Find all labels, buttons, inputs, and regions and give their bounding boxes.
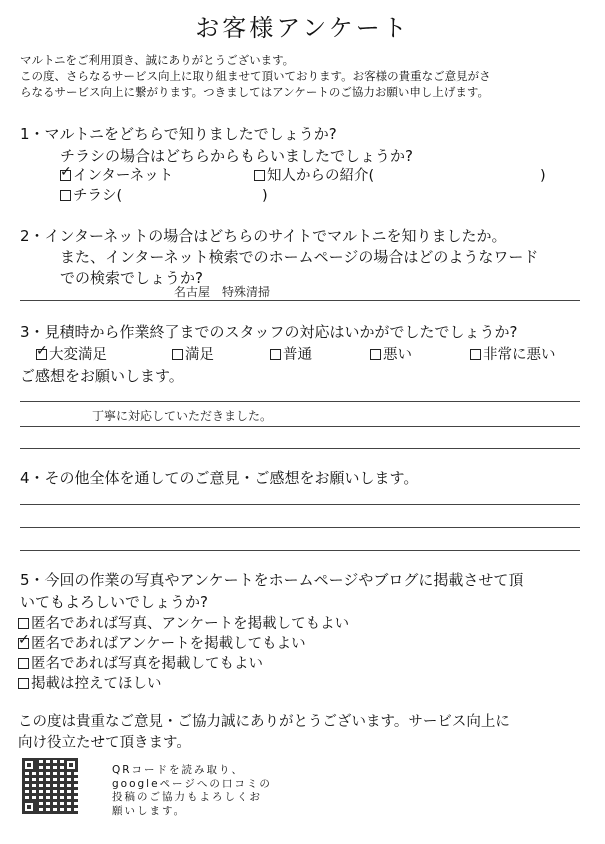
question-5-sub: いてもよろしいでしょうか? [20, 593, 208, 611]
option-label: 知人からの紹介( [267, 168, 375, 184]
q3-prompt: ご感想をお願いします。 [20, 367, 184, 385]
q5-option-no-publish[interactable] [18, 674, 162, 694]
checkbox-icon[interactable] [172, 349, 183, 360]
qr-note [112, 764, 322, 818]
qr-finder-icon [64, 758, 78, 772]
q3-option-neutral[interactable] [270, 345, 312, 365]
q3-option-very-satisfied[interactable] [36, 345, 107, 365]
checkbox-icon[interactable] [60, 190, 71, 201]
intro-text [20, 52, 590, 100]
option-label: 匿名であればアンケートを掲載してもよい [31, 636, 306, 652]
answer-line [20, 401, 580, 402]
q1-option-referral[interactable] [254, 166, 374, 186]
question-3: 3・見積時から作業終了までのスタッフの対応はいかがでしたでしょうか? [20, 323, 518, 341]
checkbox-icon[interactable] [470, 349, 481, 360]
question-2: 2・インターネットの場合はどちらのサイトでマルトニを知りましたか。 [20, 227, 507, 245]
option-label: 満足 [185, 347, 214, 363]
intro-line: マルトニをご利用頂き、誠にありがとうございます。 [20, 53, 295, 67]
checkbox-checked-icon[interactable] [36, 349, 47, 360]
checkbox-icon[interactable] [370, 349, 381, 360]
closing-line: 向け役立たせて頂きます。 [18, 735, 191, 751]
qr-note-line: 投稿のご協力もよろしくお [112, 791, 262, 803]
q1-option-flyer[interactable] [60, 186, 122, 206]
q3-option-bad[interactable] [370, 345, 412, 365]
checkbox-checked-icon[interactable] [18, 638, 29, 649]
option-label: 匿名であれば写真、アンケートを掲載してもよい [31, 616, 350, 632]
q3-option-satisfied[interactable] [172, 345, 214, 365]
q2-handwritten-answer: 名古屋 特殊清掃 [174, 285, 271, 299]
question-1: 1・マルトニをどちらで知りましたでしょうか? [20, 125, 337, 143]
checkbox-icon[interactable] [18, 618, 29, 629]
q5-option-photos-and-survey[interactable] [18, 614, 349, 634]
closing-line: この度は貴重なご意見・ご協力誠にありがとうございます。サービス向上に [18, 714, 510, 730]
option-label: 掲載は控えてほしい [31, 676, 162, 692]
checkbox-icon[interactable] [18, 658, 29, 669]
q5-option-photos-only[interactable] [18, 654, 263, 674]
answer-line [20, 448, 580, 449]
intro-line: らなるサービス向上に繋がります。つきましてはアンケートのご協力お願い申し上げます。 [20, 85, 489, 99]
q3-option-very-bad[interactable] [470, 345, 556, 365]
option-label: 普通 [283, 347, 312, 363]
option-label: チラシ( [73, 188, 123, 204]
option-label: 匿名であれば写真を掲載してもよい [31, 656, 263, 672]
qr-note-line: 願いします。 [112, 804, 187, 817]
q1-option-referral-close: ) [540, 168, 546, 184]
checkbox-checked-icon[interactable] [60, 170, 71, 181]
question-1-sub: チラシの場合はどちらからもらいましたでしょうか? [60, 147, 413, 165]
intro-line: この度、さらなるサービス向上に取り組ませて頂いております。お客様の貴重なご意見がさ [20, 69, 491, 83]
answer-line [20, 300, 580, 301]
question-2-sub: での検索でしょうか? [60, 269, 203, 287]
checkbox-icon[interactable] [270, 349, 281, 360]
question-5: 5・今回の作業の写真やアンケートをホームページやブログに掲載させて頂 [20, 571, 524, 589]
answer-line [20, 426, 580, 427]
checkbox-icon[interactable] [254, 170, 265, 181]
option-label: 大変満足 [49, 347, 107, 363]
option-label: インターネット [73, 168, 174, 184]
checkbox-icon[interactable] [18, 678, 29, 689]
question-2-sub: また、インターネット検索でのホームページの場合はどのようなワード [60, 248, 539, 266]
qr-finder-icon [22, 800, 36, 814]
q1-option-internet[interactable] [60, 166, 173, 186]
q3-handwritten-answer: 丁寧に対応していただきました。 [92, 409, 273, 423]
qr-note-line: QRコードを読み取り、 [112, 764, 245, 776]
q5-option-survey-only[interactable] [18, 634, 306, 654]
option-label: 非常に悪い [483, 347, 556, 363]
page-title: お客様アンケート [195, 14, 410, 42]
question-4: 4・その他全体を通してのご意見・ご感想をお願いします。 [20, 469, 419, 487]
q1-option-flyer-close: ) [262, 188, 268, 204]
qr-finder-icon [22, 758, 36, 772]
option-label: 悪い [383, 347, 412, 363]
qr-note-line: googleページへの口コミの [112, 777, 272, 790]
answer-line [20, 527, 580, 528]
qr-code-icon[interactable] [22, 758, 78, 814]
answer-line [20, 504, 580, 505]
answer-line [20, 550, 580, 551]
